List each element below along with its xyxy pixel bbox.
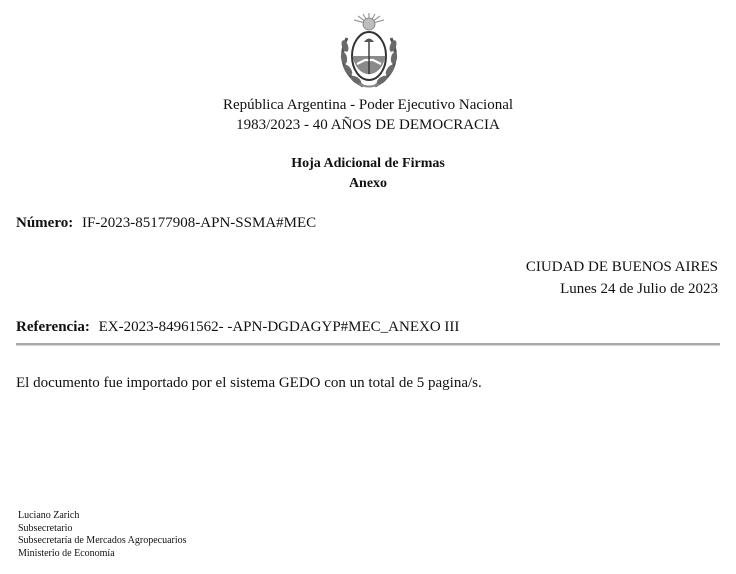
document-date: Lunes 24 de Julio de 2023 — [560, 281, 718, 297]
document-number-label: Número: — [16, 215, 74, 231]
document-body: El documento fue importado por el sistema GEDO con un total de 5 pagina/s. — [16, 375, 482, 391]
document-number-row — [16, 215, 316, 232]
signature-block — [18, 510, 187, 560]
signer-name: Luciano Zarich — [18, 510, 80, 521]
reference-label: Referencia: — [16, 319, 90, 335]
signer-position: Subsecretario — [18, 522, 73, 534]
signer-office: Subsecretaría de Mercados Agropecuarios — [18, 535, 187, 546]
argentina-coat-of-arms-icon — [333, 10, 405, 90]
government-heading: República Argentina - Poder Ejecutivo Nacional — [222, 97, 514, 113]
document-subtitle: Anexo — [348, 176, 388, 191]
document-title: Hoja Adicional de Firmas — [291, 156, 445, 171]
reference-value: EX-2023-84961562- -APN-DGDAGYP#MEC_ANEXO III — [98, 319, 460, 335]
document-number-value: IF-2023-85177908-APN-SSMA#MEC — [81, 215, 317, 231]
reference-row — [16, 319, 459, 336]
anniversary-motto: 1983/2023 - 40 AÑOS DE DEMOCRACIA — [236, 117, 500, 133]
section-divider — [16, 343, 720, 346]
signer-ministry: Ministerio de Economía — [18, 547, 115, 559]
document-city: CIUDAD DE BUENOS AIRES — [525, 259, 718, 275]
